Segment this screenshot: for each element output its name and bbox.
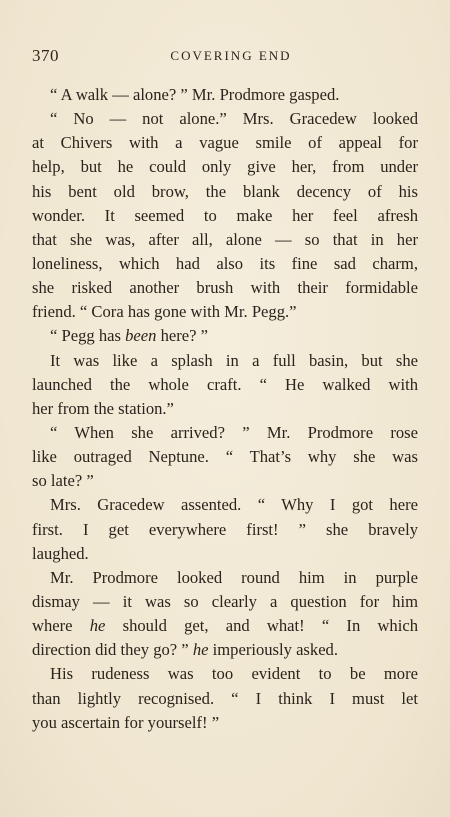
text-line: “ A walk — alone? ” Mr. Prodmore gasped. xyxy=(50,85,340,104)
paragraph xyxy=(32,421,418,493)
text-line: at Chivers with a vague smile of appeal for xyxy=(32,133,418,153)
paragraph xyxy=(32,566,418,663)
paragraph xyxy=(32,493,418,565)
text-line: direction did they go? ” he imperiously asked. xyxy=(32,640,339,660)
text-line: you ascertain for yourself! ” xyxy=(32,712,220,732)
paragraph xyxy=(32,662,418,734)
text-line: Mr. Prodmore looked round him in purple xyxy=(50,567,418,587)
paragraph xyxy=(32,349,418,421)
running-head: COVERING END xyxy=(170,48,292,63)
page-number: 370 xyxy=(32,46,59,65)
text-line: she risked another brush with their formidable xyxy=(32,278,418,298)
text-line: like outraged Neptune. “ That’s why she was xyxy=(32,447,418,467)
text-line: launched the whole craft. “ He walked with xyxy=(32,374,418,394)
page-header xyxy=(32,46,418,68)
text-line: His rudeness was too evident to be more xyxy=(50,664,418,684)
text-line: laughed. xyxy=(32,543,89,563)
paragraph xyxy=(32,83,418,107)
text-line: friend. “ Cora has gone with Mr. Pegg.” xyxy=(32,302,297,322)
paragraph xyxy=(32,107,418,324)
text-line: than lightly recognised. “ I think I must let xyxy=(32,688,418,708)
text-line: “ No — not alone.” Mrs. Gracedew looked xyxy=(50,109,418,129)
text-line: where he should get, and what! “ In which xyxy=(32,616,419,636)
text-line: first. I get everywhere first! ” she bravely xyxy=(32,519,418,539)
paragraph xyxy=(32,324,418,348)
text-line: dismay — it was so clearly a question for him xyxy=(32,591,418,611)
text-line: his bent old brow, the blank decency of his xyxy=(32,181,418,201)
text-line: help, but he could only give her, from under xyxy=(32,157,418,177)
text-line: “ Pegg has been here? ” xyxy=(50,326,209,346)
text-line: so late? ” xyxy=(32,471,94,491)
text-line: that she was, after all, alone — so that in her xyxy=(32,229,418,249)
body-text xyxy=(32,83,418,735)
text-line: Mrs. Gracedew assented. “ Why I got here xyxy=(50,495,418,515)
text-line: wonder. It seemed to make her feel afresh xyxy=(32,205,418,225)
text-line: “ When she arrived? ” Mr. Prodmore rose xyxy=(50,422,418,442)
text-line: loneliness, which had also its fine sad charm, xyxy=(32,253,418,273)
text-line: her from the station.” xyxy=(32,398,174,418)
text-line: It was like a splash in a full basin, but she xyxy=(50,350,418,370)
